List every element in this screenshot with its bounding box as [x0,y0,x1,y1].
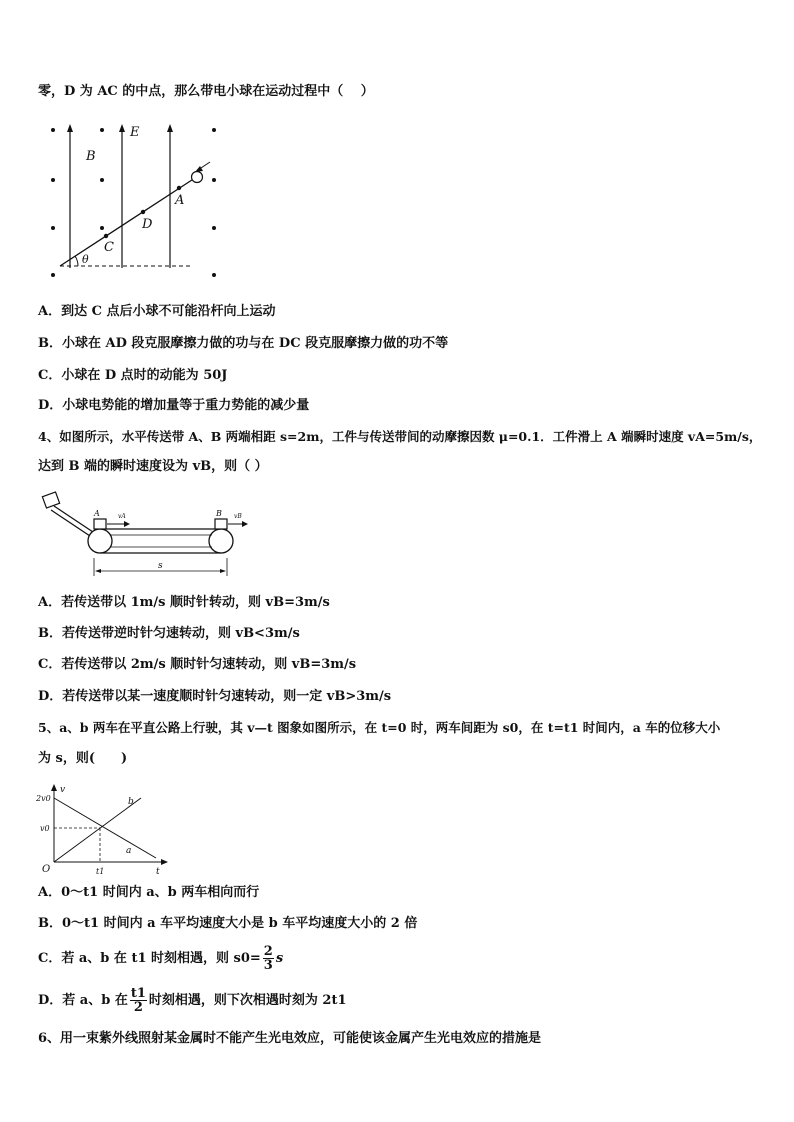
label-vB: vB [234,513,242,520]
label-B: B [216,509,222,518]
label-B: B [86,149,96,164]
q5-option-d-tail: 时刻相遇，则下次相遇时刻为 2t1 [148,993,347,1008]
axis-label-v: v [60,785,66,795]
q5-option-d-denominator: 2 [133,1000,143,1015]
label-s: s [158,561,163,571]
q4-stem-line1: 4、如图所示，水平传送带 A、B 两端相距 s=2m，工件与传送带间的动摩擦因数 μ=0.1．工件滑上 A 端瞬时速度 vA=5m/s， [38,429,762,444]
label-A: A [175,193,185,208]
q6-stem: 6、用一束紫外线照射某金属时不能产生光电效应，可能使该金属产生光电效应的措施是 [38,1031,542,1046]
q3-option-a: A．到达 C 点后小球不可能沿杆向上运动 [38,304,276,319]
q5-option-c-fraction [263,945,274,972]
q5-stem-line2: 为 s，则( ) [38,751,128,766]
q3-stem: 零，D 为 AC 的中点，那么带电小球在运动过程中（ ） [38,84,374,99]
q5-option-c-denominator: 3 [263,958,273,973]
q5-option-a: A．0～t1 时间内 a、b 两车相向而行 [38,885,260,900]
label-vA: vA [118,513,126,520]
q5-option-b: B．0～t1 时间内 a 车平均速度大小是 b 车平均速度大小的 2 倍 [38,916,418,931]
line-label-a: a [126,846,132,856]
line-label-b: b [128,797,134,807]
q4-option-b: B．若传送带逆时针匀速转动，则 vB<3m/s [38,626,300,641]
q5-option-c-numerator: 2 [263,944,273,959]
axis-label-t: t [156,867,160,877]
label-A: A [94,509,100,518]
label-theta: θ [82,253,89,266]
q4-option-a: A．若传送带以 1m/s 顺时针转动，则 vB=3m/s [38,595,330,610]
label-C: C [104,240,114,255]
q4-stem-line2: 达到 B 端的瞬时速度设为 vB，则（ ） [38,459,268,474]
q3-figure [40,118,230,283]
q5-option-d [38,986,347,1016]
q5-option-c-text: C．若 a、b 在 t1 时刻相遇，则 s0= [38,951,261,966]
q5-option-c-tail: s [275,951,284,966]
q5-vt-graph [36,782,171,877]
q5-option-c [38,944,283,974]
q4-conveyor-figure [38,488,248,583]
tick-label-t1: t1 [96,867,105,876]
tick-label-v0: v0 [40,824,50,833]
origin-label: O [42,864,51,875]
q5-stem-line1: 5、a、b 两车在平直公路上行驶，其 v—t 图象如图所示，在 t=0 时，两车间距为 s0，在 t=t1 时间内，a 车的位移大小 [38,720,721,735]
q3-option-c: C．小球在 D 点时的动能为 50J [38,368,228,383]
label-D: D [142,217,153,232]
q5-option-d-numerator: t1 [130,986,146,1001]
q4-option-c: C．若传送带以 2m/s 顺时针匀速转动，则 vB=3m/s [38,657,357,672]
q4-option-d: D．若传送带以某一速度顺时针匀速转动，则一定 vB>3m/s [38,689,392,704]
tick-label-2v0: 2v0 [36,794,51,803]
label-E: E [130,125,140,140]
q5-option-d-text: D．若 a、b 在 [38,993,128,1008]
q5-option-d-fraction [130,987,147,1014]
q3-option-b: B．小球在 AD 段克服摩擦力做的功与在 DC 段克服摩擦力做的功不等 [38,336,449,351]
q3-option-d: D．小球电势能的增加量等于重力势能的减少量 [38,398,310,413]
